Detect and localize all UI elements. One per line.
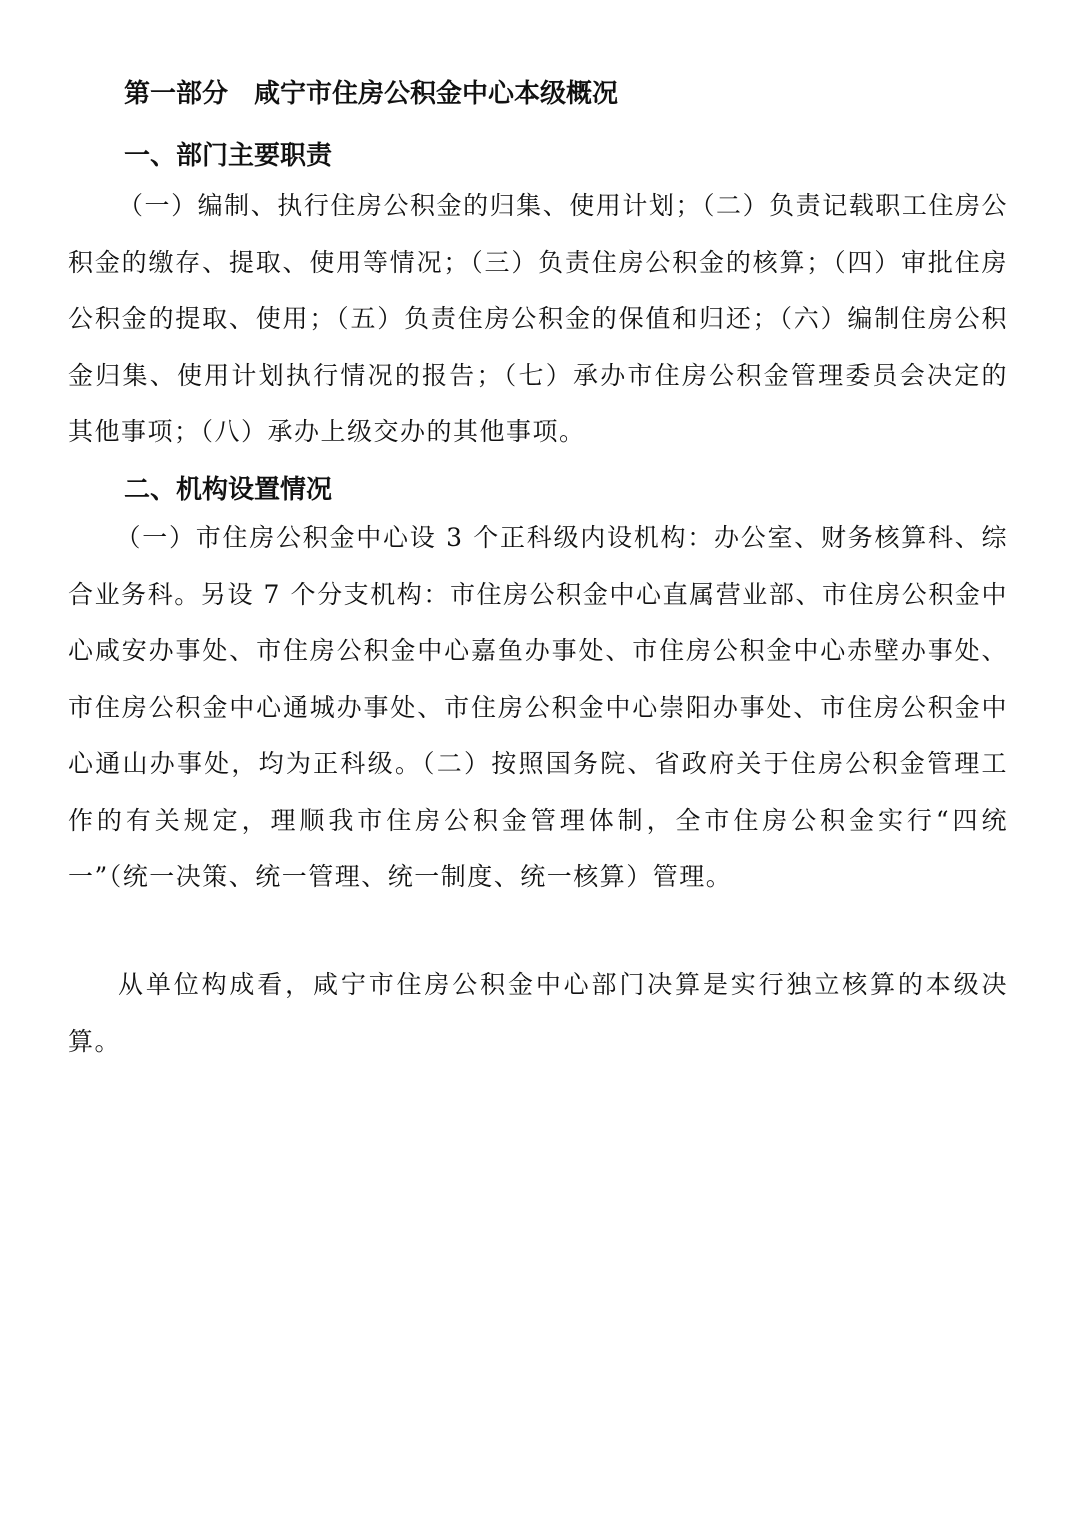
closing-paragraph: 从单位构成看，咸宁市住房公积金中心部门决算是实行独立核算的本级决算。 <box>68 970 1008 1056</box>
organization-paragraph: （一）市住房公积金中心设 3 个正科级内设机构：办公室、财务核算科、综合业务科。另设 7 个分支机构：市住房公积金中心直属营业部、市住房公积金中心咸安办事处、市住房公积金中心嘉鱼办事处、市住房公积金中心赤壁办事处、市住房公积金中心通城办事处、市住房公积金中心崇阳办事处、市住房公积金中心通山办事处，均为正科级。（二）按照国务院、省政府关于住房公积金管理工作的有关规定，理顺我市住房公积金管理体制，全市住房公积金实行“四统一”（统一决策、统一管理、统一制度、统一核算）管理。 <box>68 523 1008 891</box>
section-heading-duties: 一、部门主要职责 <box>124 141 333 171</box>
section-heading-organization: 二、机构设置情况 <box>124 475 333 505</box>
part-title: 第一部分 咸宁市住房公积金中心本级概况 <box>124 79 619 109</box>
duties-paragraph: （一）编制、执行住房公积金的归集、使用计划；（二）负责记载职工住房公积金的缴存、提取、使用等情况；（三）负责住房公积金的核算；（四）审批住房公积金的提取、使用；（五）负责住房公积金的保值和归还；（六）编制住房公积金归集、使用计划执行情况的报告；（七）承办市住房公积金管理委员会决定的其他事项；（八）承办上级交办的其他事项。 <box>68 191 1008 446</box>
